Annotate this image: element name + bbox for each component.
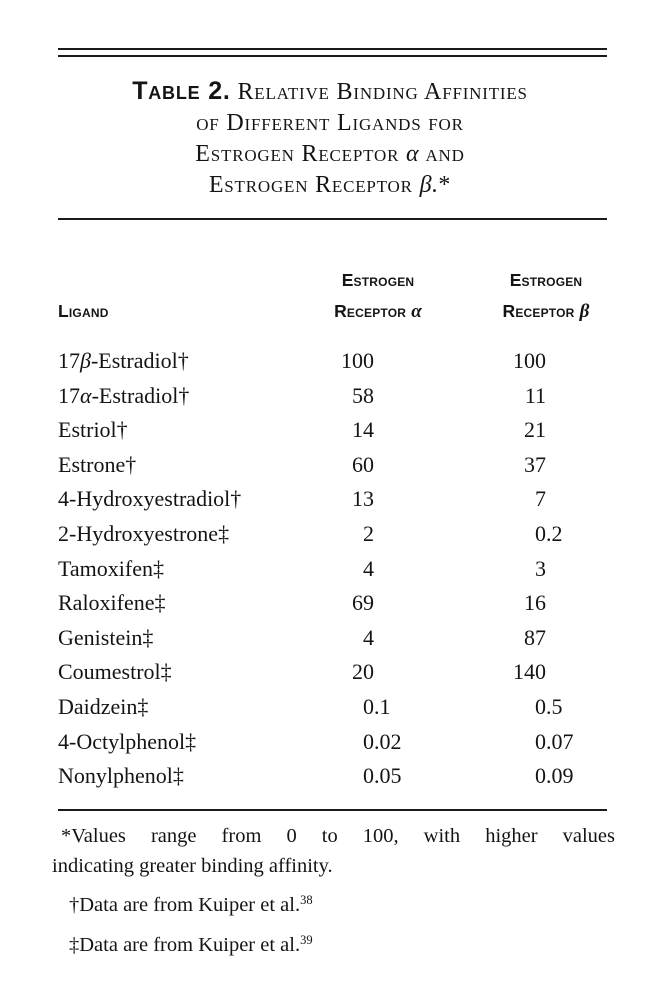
value-fraction-part: [546, 586, 596, 621]
table-row: [58, 482, 607, 517]
footnote-dagger-text: †Data are from Kuiper et al.: [69, 894, 301, 916]
receptor-beta-value: [456, 413, 596, 448]
value-fraction-part: [546, 482, 596, 517]
receptor-beta-value: [456, 448, 596, 483]
value-integer-part: 14: [352, 417, 374, 443]
value-fraction-part: [374, 517, 424, 552]
value-integer-part: 3: [535, 555, 546, 581]
value-fraction-part: [374, 413, 424, 448]
table-row: [58, 517, 607, 552]
table-row: [58, 552, 607, 587]
column-header-receptor-beta: [436, 265, 656, 327]
top-double-rule: [58, 48, 607, 57]
title-separator-rule: [58, 218, 607, 220]
ligand-name: 4-Octylphenol‡: [58, 728, 197, 754]
receptor-beta-value: [456, 621, 596, 656]
footnote-star-line2: indicating greater binding affinity.: [52, 854, 333, 877]
title-line-4: [0, 170, 660, 201]
footnote-star-line1: *Values range from 0 to 100, with higher values: [61, 825, 615, 847]
table-row: [58, 344, 607, 379]
footnote-dagger-reference: 38: [300, 893, 313, 907]
receptor-alpha-value: [284, 379, 424, 414]
value-integer-part: 0: [363, 693, 374, 719]
receptor-beta-value: [456, 690, 596, 725]
value-fraction-part: [546, 621, 596, 656]
title-line-3: [0, 139, 660, 170]
receptor-beta-value: [456, 344, 596, 379]
ligand-name: Daidzein‡: [58, 693, 149, 719]
value-fraction-part: .2: [546, 520, 563, 546]
receptor-alpha-header-line1: Estrogen: [341, 270, 415, 290]
table-row: [58, 379, 607, 414]
value-integer-part: 20: [352, 659, 374, 685]
value-fraction-part: [374, 552, 424, 587]
receptor-alpha-value: [284, 552, 424, 587]
table-number-label: Table 2.: [132, 77, 231, 105]
ligand-name: Nonylphenol‡: [58, 763, 184, 789]
title-line-4-suffix: .*: [431, 172, 452, 198]
ligand-name: 4-Hydroxyestradiol†: [58, 486, 242, 512]
receptor-beta-value: [456, 379, 596, 414]
title-line-3-suffix: and: [425, 141, 465, 167]
receptor-alpha-value: [284, 759, 424, 794]
table-row: [58, 655, 607, 690]
receptor-beta-value: [456, 655, 596, 690]
value-fraction-part: [374, 448, 424, 483]
value-fraction-part: .05: [374, 763, 402, 789]
value-integer-part: 2: [363, 520, 374, 546]
value-integer-part: 60: [352, 451, 374, 477]
value-fraction-part: [546, 379, 596, 414]
receptor-beta-value: [456, 517, 596, 552]
value-fraction-part: [374, 586, 424, 621]
receptor-beta-value: [456, 759, 596, 794]
value-integer-part: 69: [352, 590, 374, 616]
value-fraction-part: .1: [374, 693, 391, 719]
title-line-1: [0, 76, 660, 108]
title-line-4-text: Estrogen Receptor: [208, 172, 413, 198]
value-integer-part: 4: [363, 555, 374, 581]
receptor-alpha-value: [284, 517, 424, 552]
ligand-name: 17β-Estradiol†: [58, 348, 189, 373]
receptor-alpha-value: [284, 586, 424, 621]
table-title: [0, 76, 660, 201]
value-integer-part: 87: [524, 624, 546, 650]
value-integer-part: 7: [535, 486, 546, 512]
value-fraction-part: [374, 482, 424, 517]
receptor-alpha-header-line2: Receptor: [334, 301, 407, 321]
value-fraction-part: [546, 448, 596, 483]
alpha-symbol: α: [411, 301, 422, 322]
value-fraction-part: .5: [546, 693, 563, 719]
value-integer-part: 13: [352, 486, 374, 512]
value-fraction-part: [546, 552, 596, 587]
receptor-alpha-value: [284, 482, 424, 517]
receptor-alpha-value: [284, 655, 424, 690]
value-fraction-part: .07: [546, 728, 574, 754]
ligand-name: Estriol†: [58, 417, 128, 443]
alpha-symbol: α: [406, 141, 419, 167]
receptor-alpha-value: [284, 448, 424, 483]
value-integer-part: 0: [535, 728, 546, 754]
value-integer-part: 100: [341, 348, 374, 373]
receptor-beta-header-line1: Estrogen: [509, 270, 583, 290]
table-row: [58, 413, 607, 448]
ligand-name: Genistein‡: [58, 624, 154, 650]
ligand-name: Coumestrol‡: [58, 659, 172, 685]
title-line-3-text: Estrogen Receptor: [195, 141, 400, 167]
value-fraction-part: [546, 413, 596, 448]
receptor-beta-value: [456, 552, 596, 587]
footnotes: [52, 822, 615, 962]
receptor-alpha-value: [284, 725, 424, 760]
table-body: [58, 344, 607, 794]
receptor-alpha-value: [284, 621, 424, 656]
ligand-name: 17α-Estradiol†: [58, 382, 190, 408]
receptor-beta-header-line2: Receptor: [502, 301, 575, 321]
table-row: [58, 690, 607, 725]
footnote-dagger: [52, 891, 615, 923]
beta-symbol: β: [419, 172, 432, 198]
value-integer-part: 58: [352, 382, 374, 408]
ligand-name: Estrone†: [58, 451, 137, 477]
value-integer-part: 4: [363, 624, 374, 650]
table-row: [58, 759, 607, 794]
value-integer-part: 100: [513, 348, 546, 373]
ligand-name: 2-Hydroxyestrone‡: [58, 520, 230, 546]
column-header-ligand: Ligand: [58, 301, 109, 321]
value-integer-part: 16: [524, 590, 546, 616]
receptor-alpha-value: [284, 413, 424, 448]
receptor-beta-value: [456, 725, 596, 760]
title-line-1-text: Relative Binding Affinities: [237, 79, 528, 105]
table-row: [58, 586, 607, 621]
value-fraction-part: [374, 344, 424, 379]
value-integer-part: 21: [524, 417, 546, 443]
footnote-star: [52, 822, 615, 881]
value-integer-part: 37: [524, 451, 546, 477]
footnote-double-dagger-reference: 39: [300, 932, 313, 947]
table-bottom-rule: [58, 809, 607, 811]
receptor-alpha-value: [284, 690, 424, 725]
value-fraction-part: [374, 655, 424, 690]
ligand-name: Tamoxifen‡: [58, 555, 164, 581]
title-line-2: of Different Ligands for: [196, 110, 464, 136]
value-fraction-part: [546, 344, 596, 379]
value-integer-part: 0: [535, 763, 546, 789]
footnote-double-dagger-text: ‡Data are from Kuiper et al.: [69, 933, 301, 956]
value-integer-part: 0: [535, 520, 546, 546]
value-integer-part: 0: [363, 728, 374, 754]
beta-symbol: β: [579, 301, 590, 322]
value-fraction-part: .09: [546, 763, 574, 789]
receptor-beta-value: [456, 586, 596, 621]
value-fraction-part: [374, 621, 424, 656]
ligand-name: Raloxifene‡: [58, 590, 166, 616]
receptor-beta-value: [456, 482, 596, 517]
footnote-double-dagger: [52, 931, 615, 963]
receptor-alpha-value: [284, 344, 424, 379]
value-fraction-part: [546, 655, 596, 690]
value-fraction-part: [374, 379, 424, 414]
value-integer-part: 140: [513, 659, 546, 685]
value-integer-part: 0: [363, 763, 374, 789]
value-integer-part: 0: [535, 693, 546, 719]
table-row: [58, 621, 607, 656]
table-row: [58, 448, 607, 483]
value-fraction-part: .02: [374, 728, 402, 754]
value-integer-part: 11: [524, 382, 546, 408]
table-row: [58, 725, 607, 760]
